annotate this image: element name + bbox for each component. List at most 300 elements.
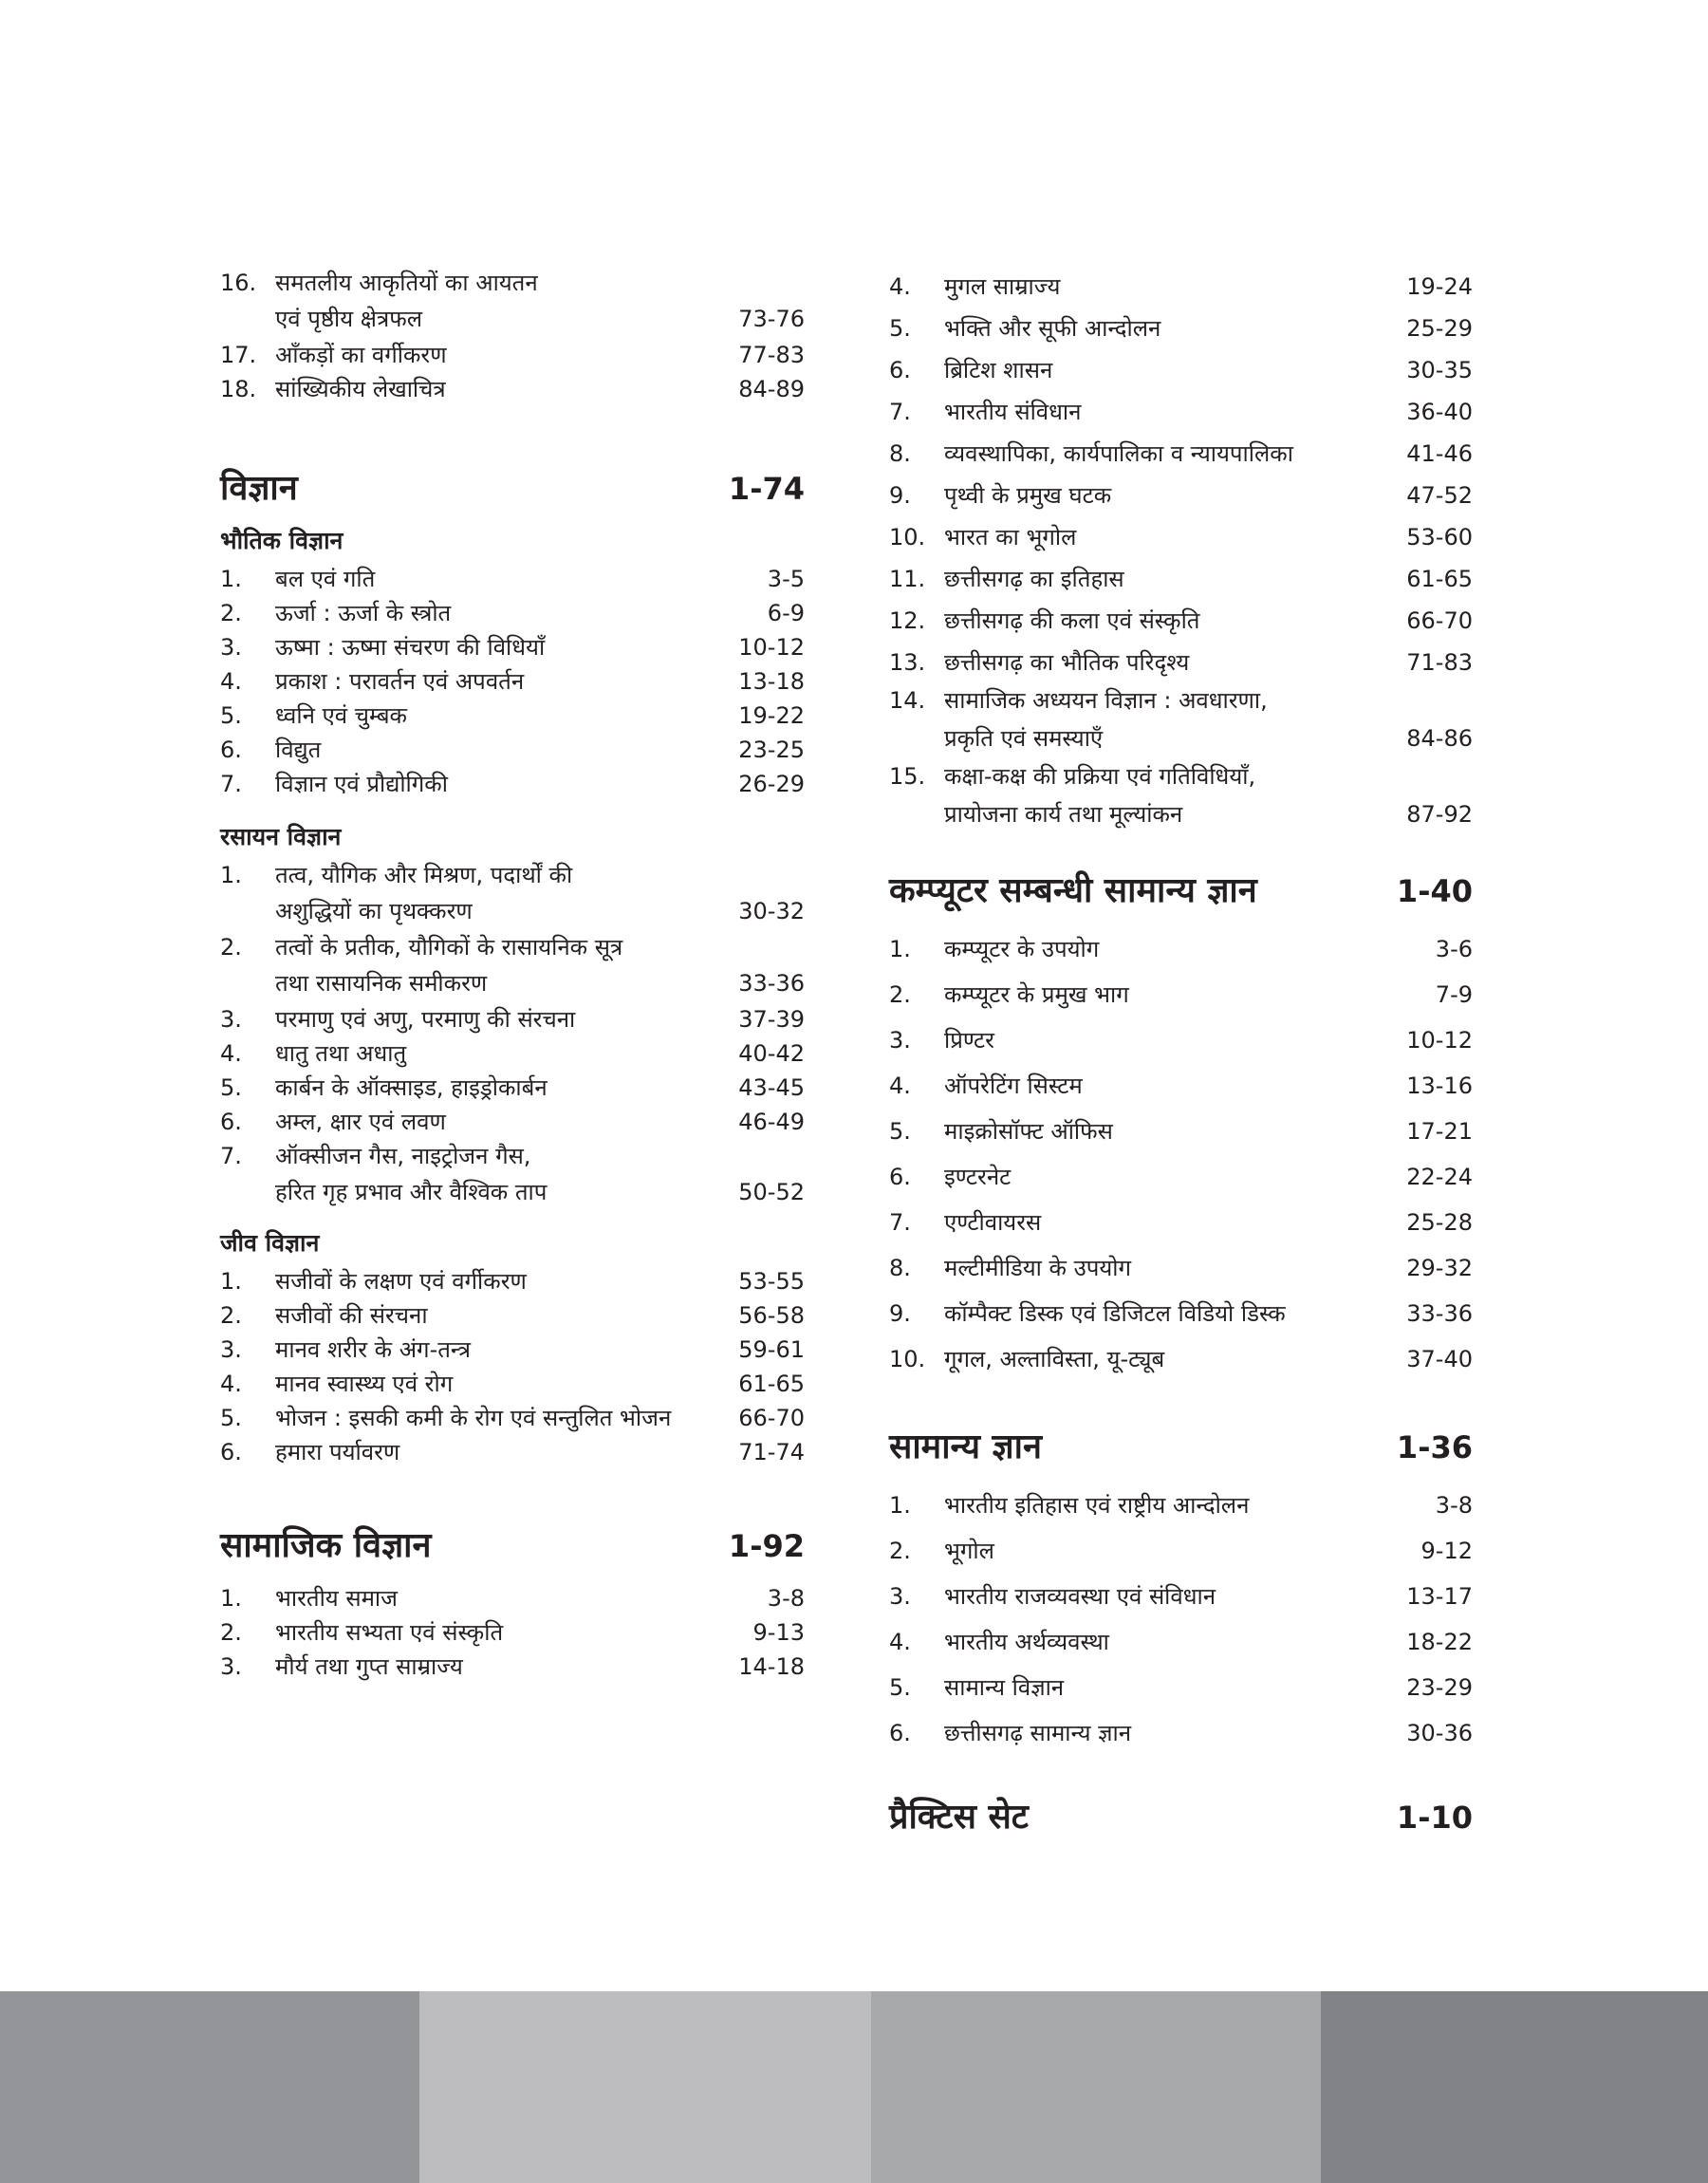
entry-pages: 77-83 (738, 342, 805, 368)
entry-title: सामान्य विज्ञान (944, 1674, 1065, 1701)
section-range: 1-40 (1396, 873, 1473, 909)
toc-entry (220, 1435, 805, 1469)
entry-number: 5. (889, 315, 911, 342)
entry-line (889, 1109, 1473, 1154)
toc-entry (889, 1483, 1473, 1528)
toc-entry (889, 1109, 1473, 1154)
toc-entry (220, 1367, 805, 1401)
entry-number: 1. (220, 1268, 242, 1295)
toc-entry (889, 266, 1473, 308)
entry-line (889, 349, 1473, 391)
entry-pages: 37-40 (1406, 1346, 1473, 1372)
entry-number: 2. (889, 981, 911, 1008)
entry-line (889, 475, 1473, 516)
entry-title: प्रायोजना कार्य तथा मूल्यांकन (944, 801, 1183, 828)
entry-pages: 71-74 (738, 1439, 805, 1465)
toc-entry (220, 1264, 805, 1298)
entry-line (220, 1036, 805, 1071)
entry-number: 4. (220, 1371, 242, 1397)
entry-pages: 53-55 (738, 1268, 805, 1295)
section-heading-science (220, 465, 805, 513)
section-title: प्रैक्टिस सेट (889, 1798, 1029, 1837)
entry-title: हमारा पर्यावरण (275, 1439, 400, 1465)
toc-entry (889, 1619, 1473, 1665)
entry-number: 2. (220, 600, 242, 626)
entry-line (220, 338, 805, 372)
entry-number: 5. (220, 702, 242, 729)
entry-title: व्यवस्थापिका, कार्यपालिका व न्यायपालिका (944, 440, 1293, 467)
section-range: 1-10 (1396, 1800, 1473, 1836)
entry-line (889, 1200, 1473, 1245)
entry-title: भारतीय सभ्यता एवं संस्कृति (275, 1619, 504, 1646)
footer-block-2 (419, 1991, 871, 2183)
entry-number: 1. (889, 936, 911, 962)
toc-entry (220, 1139, 805, 1211)
entry-number: 7. (889, 399, 911, 425)
footer-block-1 (0, 1991, 419, 2183)
entry-number: 7. (889, 1209, 911, 1236)
entry-pages: 3-6 (1435, 936, 1473, 962)
entry-line (889, 433, 1473, 475)
entry-title: भारतीय संविधान (944, 399, 1082, 425)
toc-entry (889, 1336, 1473, 1382)
entry-number: 9. (889, 1300, 911, 1327)
entry-title: सांख्यिकीय लेखाचित्र (275, 376, 446, 402)
entry-title: भोजन : इसकी कमी के रोग एवं सन्तुलित भोजन (275, 1405, 672, 1431)
entry-line (220, 372, 805, 406)
entry-title: ऊर्जा : ऊर्जा के स्त्रोत (275, 600, 452, 626)
entry-title: भारतीय राजव्यवस्था एवं संविधान (944, 1583, 1216, 1610)
entry-title: भक्ति और सूफी आन्दोलन (944, 315, 1161, 342)
entry-pages: 26-29 (738, 771, 805, 797)
entry-pages: 37-39 (738, 1006, 805, 1033)
toc-entry (889, 558, 1473, 600)
entry-line (889, 759, 1473, 793)
entry-line (889, 391, 1473, 433)
toc-entry (889, 1710, 1473, 1756)
toc-entry (220, 664, 805, 699)
entry-line (220, 1264, 805, 1298)
entry-pages: 18-22 (1406, 1629, 1473, 1655)
entry-title: प्रकृति एवं समस्याएँ (944, 725, 1104, 752)
toc-entry (889, 1063, 1473, 1109)
entry-pages: 13-16 (1406, 1073, 1473, 1099)
entry-line (220, 858, 805, 892)
entry-pages: 23-25 (738, 737, 805, 763)
entry-title: भारत का भूगोल (944, 524, 1077, 550)
entry-pages: 19-22 (738, 702, 805, 729)
toc-entry (220, 767, 805, 801)
entry-pages: 17-21 (1406, 1118, 1473, 1145)
entry-title: ऑपरेटिंग सिस्टम (944, 1073, 1083, 1099)
toc-entry (220, 1650, 805, 1684)
entry-number: 2. (220, 1302, 242, 1329)
toc-entry (889, 1200, 1473, 1245)
entry-line (220, 664, 805, 699)
toc-entry (220, 372, 805, 406)
entry-pages: 3-8 (1435, 1492, 1473, 1519)
entry-title: एण्टीवायरस (944, 1209, 1042, 1236)
entry-number: 13. (889, 649, 926, 676)
toc-entry (220, 266, 805, 338)
entry-line (220, 1173, 805, 1211)
entry-number: 6. (889, 1164, 911, 1190)
entry-line (889, 1154, 1473, 1200)
entry-pages: 9-12 (1420, 1538, 1473, 1564)
entry-pages: 71-83 (1406, 649, 1473, 676)
entry-line (220, 767, 805, 801)
entry-pages: 56-58 (738, 1302, 805, 1329)
entry-line (889, 558, 1473, 600)
toc-entry (220, 858, 805, 930)
entry-pages: 61-65 (1406, 566, 1473, 592)
entry-title: माइक्रोसॉफ्ट ऑफिस (944, 1118, 1113, 1145)
entry-line (220, 1650, 805, 1684)
entry-number: 16. (220, 270, 257, 296)
entry-number: 6. (220, 737, 242, 763)
entry-line (220, 562, 805, 596)
entry-line (889, 1619, 1473, 1665)
entry-title: प्रिण्टर (944, 1027, 994, 1054)
entry-line (220, 1615, 805, 1650)
entry-pages: 3-5 (767, 566, 805, 592)
section-title: विज्ञान (220, 469, 298, 508)
entry-line (889, 793, 1473, 835)
entry-title: अशुद्धियों का पृथक्करण (275, 898, 473, 924)
entry-pages: 30-36 (1406, 1720, 1473, 1746)
entry-pages: 22-24 (1406, 1164, 1473, 1190)
entry-number: 6. (889, 1720, 911, 1746)
entry-title: पृथ्वी के प्रमुख घटक (944, 482, 1112, 509)
entry-number: 15. (889, 763, 926, 790)
entry-number: 6. (220, 1109, 242, 1135)
entry-title: विज्ञान एवं प्रौद्योगिकी (275, 771, 448, 797)
entry-pages: 53-60 (1406, 524, 1473, 550)
entry-number: 3. (220, 1006, 242, 1033)
section-range: 1-36 (1396, 1429, 1473, 1465)
entry-number: 1. (220, 1585, 242, 1612)
entry-number: 4. (220, 1040, 242, 1067)
toc-entry (889, 433, 1473, 475)
entry-number: 1. (220, 566, 242, 592)
entry-title: मानव स्वास्थ्य एवं रोग (275, 1371, 454, 1397)
entry-title: मौर्य तथा गुप्त साम्राज्य (275, 1653, 463, 1680)
entry-line (220, 266, 805, 300)
entry-line (889, 1483, 1473, 1528)
entry-title: आँकड़ों का वर्गीकरण (275, 342, 447, 368)
entry-pages: 41-46 (1406, 440, 1473, 467)
entry-title: छत्तीसगढ़ सामान्य ज्ञान (944, 1720, 1132, 1746)
entry-title: भारतीय समाज (275, 1585, 398, 1612)
entry-number: 3. (889, 1583, 911, 1610)
entry-line (889, 1017, 1473, 1063)
toc-entry (220, 1401, 805, 1435)
entry-pages: 30-35 (1406, 357, 1473, 383)
entry-line (220, 1105, 805, 1139)
section-range: 1-92 (728, 1528, 805, 1564)
entry-pages: 29-32 (1406, 1255, 1473, 1281)
entry-title: ब्रिटिश शासन (944, 357, 1053, 383)
entry-pages: 23-29 (1406, 1674, 1473, 1701)
footer-color-band (0, 1991, 1708, 2183)
subsection-heading-physics: भौतिक विज्ञान (220, 527, 343, 554)
toc-entry (220, 1333, 805, 1367)
entry-pages: 47-52 (1406, 482, 1473, 509)
entry-line (889, 1291, 1473, 1336)
entry-number: 14. (889, 687, 926, 714)
entry-title: कार्बन के ऑक्साइड, हाइड्रोकार्बन (275, 1074, 548, 1101)
entry-line (889, 1336, 1473, 1382)
toc-entry (220, 1298, 805, 1333)
section-title: सामान्य ज्ञान (889, 1427, 1042, 1466)
entry-line (889, 1665, 1473, 1710)
entry-line (889, 1245, 1473, 1291)
section-range: 1-74 (728, 471, 805, 507)
entry-pages: 84-86 (1406, 725, 1473, 752)
entry-number: 2. (220, 934, 242, 961)
entry-title: सजीवों की संरचना (275, 1302, 428, 1329)
entry-pages: 10-12 (738, 634, 805, 661)
entry-title: मल्टीमीडिया के उपयोग (944, 1255, 1132, 1281)
social-science-entries (220, 1581, 805, 1684)
entry-line (889, 600, 1473, 642)
chemistry-entries (220, 858, 805, 1211)
entry-line (220, 1435, 805, 1469)
entry-number: 4. (220, 668, 242, 695)
entry-title: ध्वनि एवं चुम्बक (275, 702, 407, 729)
entry-line (220, 733, 805, 767)
toc-entry (889, 1291, 1473, 1336)
entry-number: 7. (220, 771, 242, 797)
toc-entry (889, 759, 1473, 835)
entry-number: 4. (889, 273, 911, 300)
section-title: सामाजिक विज्ञान (220, 1526, 432, 1565)
entry-number: 2. (220, 1619, 242, 1646)
entry-line (889, 683, 1473, 718)
entry-pages: 30-32 (738, 898, 805, 924)
toc-entry (889, 1245, 1473, 1291)
entry-line (889, 516, 1473, 558)
math-entries (220, 266, 805, 406)
toc-entry (220, 596, 805, 630)
entry-number: 18. (220, 376, 257, 402)
entry-pages: 13-18 (738, 668, 805, 695)
section-title: कम्प्यूटर सम्बन्धी सामान्य ज्ञान (889, 871, 1257, 910)
entry-pages: 14-18 (738, 1653, 805, 1680)
entry-line (220, 1333, 805, 1367)
entry-number: 17. (220, 342, 257, 368)
entry-pages: 13-17 (1406, 1583, 1473, 1610)
left-column (220, 266, 805, 1684)
toc-entry (220, 1581, 805, 1615)
entry-title: हरित गृह प्रभाव और वैश्विक ताप (275, 1179, 548, 1205)
toc-entry (889, 349, 1473, 391)
toc-entry (220, 630, 805, 664)
entry-number: 12. (889, 607, 926, 634)
entry-number: 6. (220, 1439, 242, 1465)
toc-entry (889, 1017, 1473, 1063)
physics-entries (220, 562, 805, 801)
toc-entry (220, 1071, 805, 1105)
entry-title: तथा रासायनिक समीकरण (275, 970, 488, 997)
entry-number: 10. (889, 1346, 926, 1372)
entry-number: 2. (889, 1538, 911, 1564)
entry-line (220, 596, 805, 630)
entry-pages: 9-13 (752, 1619, 805, 1646)
toc-entry (220, 1615, 805, 1650)
entry-pages: 66-70 (738, 1405, 805, 1431)
computer-entries (889, 926, 1473, 1382)
toc-entry (889, 391, 1473, 433)
toc-entry (889, 475, 1473, 516)
entry-line (220, 1581, 805, 1615)
entry-number: 11. (889, 566, 926, 592)
entry-title: भारतीय इतिहास एवं राष्ट्रीय आन्दोलन (944, 1492, 1250, 1519)
entry-line (889, 972, 1473, 1017)
entry-line (889, 718, 1473, 759)
entry-number: 1. (889, 1492, 911, 1519)
toc-entry (889, 516, 1473, 558)
entry-pages: 66-70 (1406, 607, 1473, 634)
toc-entry (220, 733, 805, 767)
entry-pages: 87-92 (1406, 801, 1473, 828)
entry-number: 3. (220, 634, 242, 661)
entry-number: 5. (889, 1118, 911, 1145)
toc-entry (889, 972, 1473, 1017)
subsection-heading-chemistry: रसायन विज्ञान (220, 823, 342, 850)
entry-title: धातु तथा अधातु (275, 1040, 407, 1067)
entry-number: 10. (889, 524, 926, 550)
entry-title: समतलीय आकृतियों का आयतन (275, 270, 538, 296)
entry-title: कॉम्पैक्ट डिस्क एवं डिजिटल विडियो डिस्क (944, 1300, 1286, 1327)
entry-pages: 73-76 (738, 306, 805, 332)
entry-line (889, 642, 1473, 683)
entry-pages: 61-65 (738, 1371, 805, 1397)
toc-entry (220, 930, 805, 1002)
entry-title: ऑक्सीजन गैस, नाइट्रोजन गैस, (275, 1143, 531, 1169)
toc-entry (220, 1036, 805, 1071)
subsection-heading-biology: जीव विज्ञान (220, 1229, 320, 1257)
entry-title: छत्तीसगढ़ का इतिहास (944, 566, 1124, 592)
entry-title: भारतीय अर्थव्यवस्था (944, 1629, 1109, 1655)
entry-line (220, 1298, 805, 1333)
entry-pages: 19-24 (1406, 273, 1473, 300)
entry-title: विद्युत (275, 737, 322, 763)
entry-title: मुगल साम्राज्य (944, 273, 1061, 300)
entry-line (220, 892, 805, 930)
entry-pages: 59-61 (738, 1336, 805, 1363)
entry-title: सामाजिक अध्ययन विज्ञान : अवधारणा, (944, 687, 1268, 714)
entry-title: बल एवं गति (275, 566, 376, 592)
entry-pages: 10-12 (1406, 1027, 1473, 1054)
toc-entry (889, 683, 1473, 759)
entry-title: एवं पृष्ठीय क्षेत्रफल (275, 306, 423, 332)
toc-entry (220, 338, 805, 372)
entry-line (220, 1367, 805, 1401)
entry-title: कक्षा-कक्ष की प्रक्रिया एवं गतिविधियाँ, (944, 763, 1256, 790)
entry-title: प्रकाश : परावर्तन एवं अपवर्तन (275, 668, 525, 695)
footer-block-4 (1321, 1991, 1708, 2183)
entry-line (220, 964, 805, 1002)
entry-line (220, 1139, 805, 1173)
toc-entry (889, 926, 1473, 972)
entry-pages: 50-52 (738, 1179, 805, 1205)
entry-pages: 36-40 (1406, 399, 1473, 425)
entry-line (889, 1528, 1473, 1574)
toc-entry (220, 699, 805, 733)
entry-number: 5. (220, 1074, 242, 1101)
entry-line (889, 266, 1473, 308)
entry-pages: 43-45 (738, 1074, 805, 1101)
footer-block-3 (871, 1991, 1321, 2183)
entry-title: छत्तीसगढ़ की कला एवं संस्कृति (944, 607, 1200, 634)
toc-entry (220, 1002, 805, 1036)
entry-pages: 25-28 (1406, 1209, 1473, 1236)
entry-number: 8. (889, 440, 911, 467)
entry-line (220, 1002, 805, 1036)
entry-title: गूगल, अल्ताविस्ता, यू-ट्यूब (944, 1346, 1165, 1372)
toc-entry (889, 642, 1473, 683)
entry-line (889, 1710, 1473, 1756)
entry-title: इण्टरनेट (944, 1164, 1012, 1190)
entry-number: 3. (220, 1653, 242, 1680)
entry-title: अम्ल, क्षार एवं लवण (275, 1109, 446, 1135)
entry-number: 1. (220, 862, 242, 888)
toc-entry (220, 1105, 805, 1139)
section-heading-social-science (220, 1522, 805, 1570)
toc-entry (889, 600, 1473, 642)
entry-number: 8. (889, 1255, 911, 1281)
entry-number: 4. (889, 1073, 911, 1099)
social-science-entries-continued (889, 266, 1473, 835)
entry-line (220, 699, 805, 733)
entry-title: मानव शरीर के अंग-तन्त्र (275, 1336, 471, 1363)
entry-line (889, 1574, 1473, 1619)
entry-number: 5. (889, 1674, 911, 1701)
entry-title: कम्प्यूटर के उपयोग (944, 936, 1100, 962)
entry-line (220, 930, 805, 964)
biology-entries (220, 1264, 805, 1469)
section-heading-practice-set (889, 1794, 1473, 1841)
entry-line (889, 308, 1473, 349)
entry-pages: 25-29 (1406, 315, 1473, 342)
entry-title: सजीवों के लक्षण एवं वर्गीकरण (275, 1268, 527, 1295)
toc-entry (889, 1665, 1473, 1710)
entry-pages: 7-9 (1435, 981, 1473, 1008)
entry-line (220, 630, 805, 664)
entry-number: 3. (220, 1336, 242, 1363)
entry-title: छत्तीसगढ़ का भौतिक परिदृश्य (944, 649, 1190, 676)
entry-pages: 40-42 (738, 1040, 805, 1067)
entry-title: कम्प्यूटर के प्रमुख भाग (944, 981, 1129, 1008)
general-knowledge-entries (889, 1483, 1473, 1756)
entry-line (889, 926, 1473, 972)
entry-pages: 46-49 (738, 1109, 805, 1135)
toc-entry (889, 308, 1473, 349)
entry-line (220, 300, 805, 338)
entry-pages: 6-9 (767, 600, 805, 626)
entry-pages: 3-8 (767, 1585, 805, 1612)
entry-number: 4. (889, 1629, 911, 1655)
entry-pages: 33-36 (738, 970, 805, 997)
entry-number: 9. (889, 482, 911, 509)
toc-entry (889, 1154, 1473, 1200)
entry-pages: 84-89 (738, 376, 805, 402)
entry-title: तत्व, यौगिक और मिश्रण, पदार्थों की (275, 862, 573, 888)
entry-number: 5. (220, 1405, 242, 1431)
toc-entry (889, 1574, 1473, 1619)
entry-pages: 33-36 (1406, 1300, 1473, 1327)
